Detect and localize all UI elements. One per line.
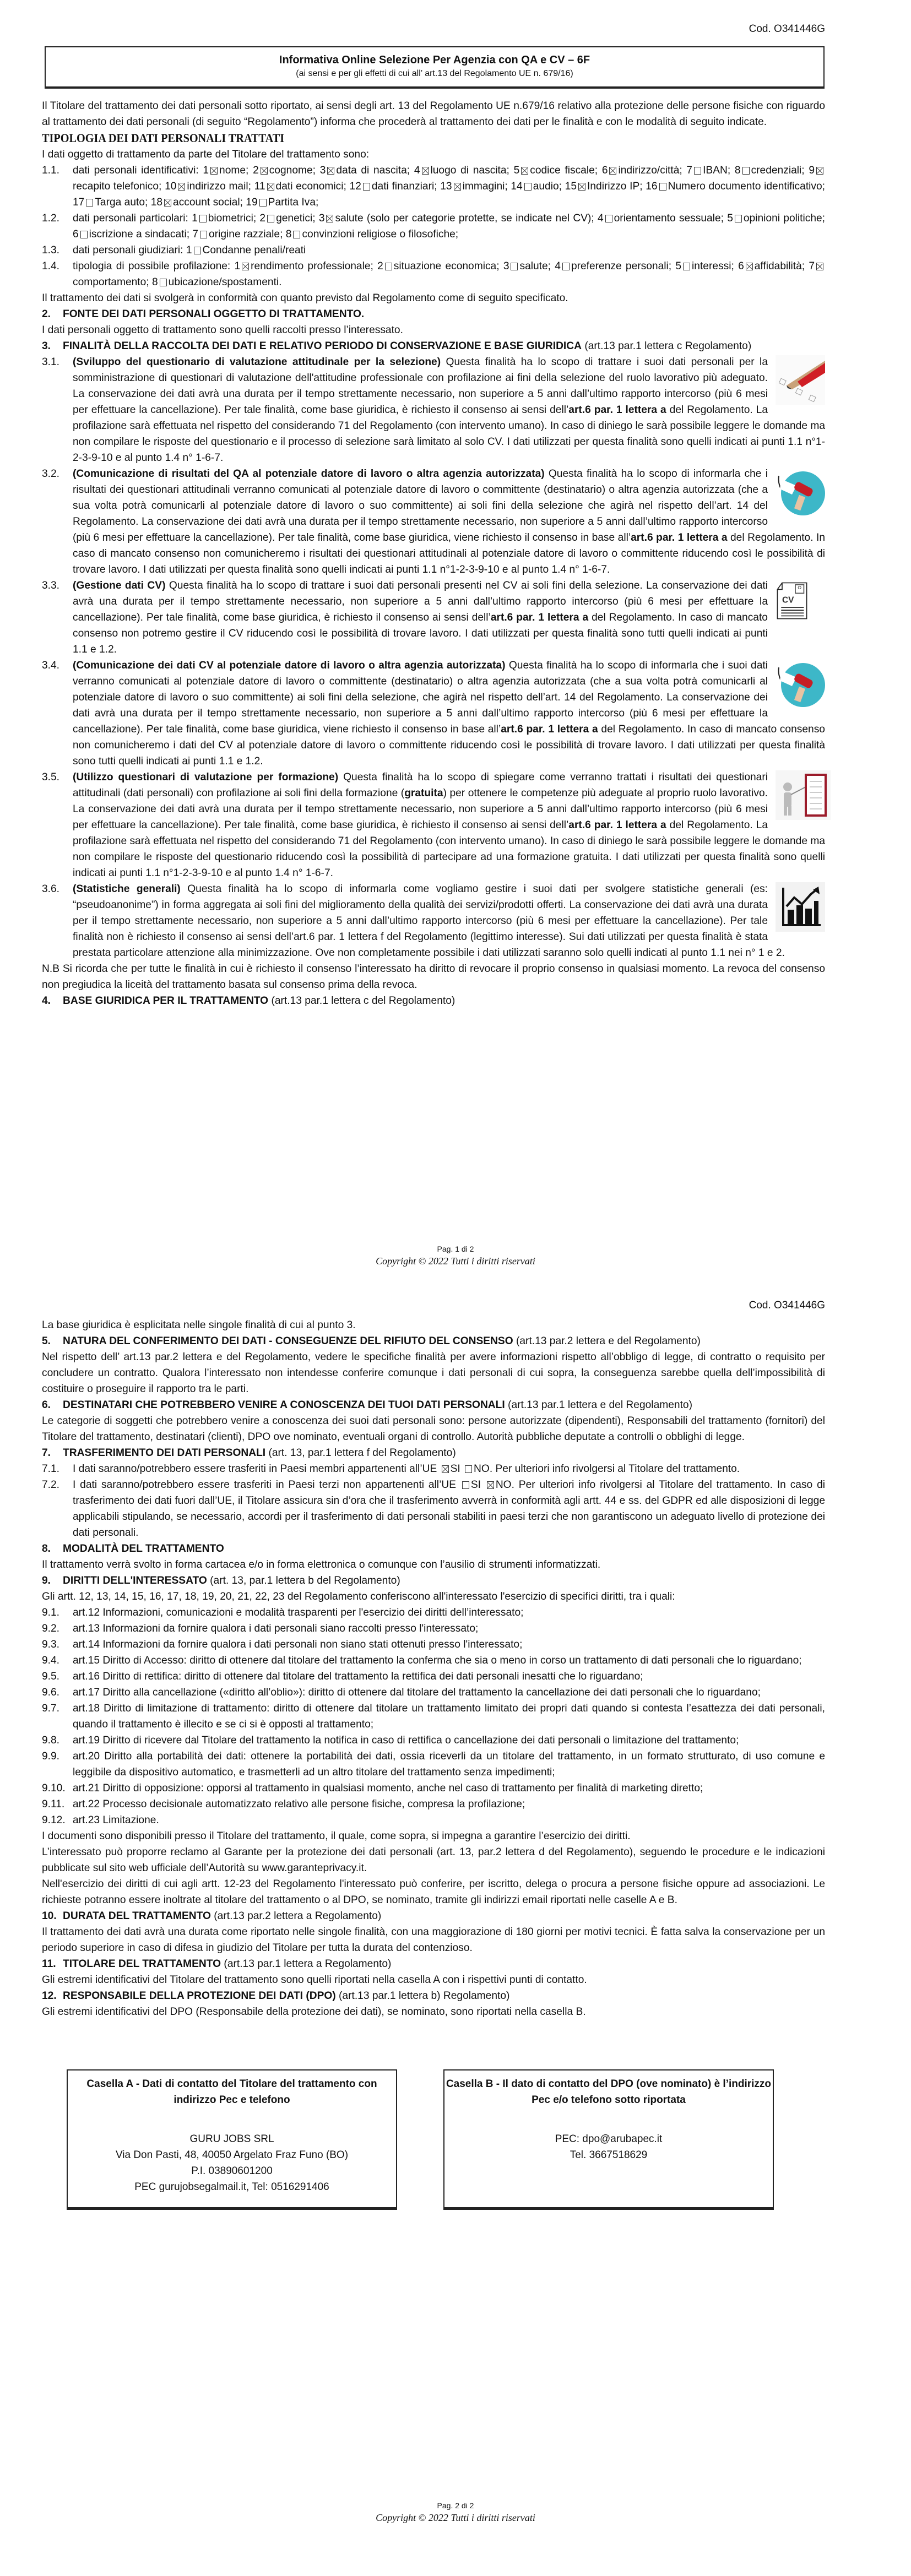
no-label: NO (474, 1463, 490, 1475)
item-number: 9.4. (42, 1655, 60, 1666)
checkbox-unchecked[interactable] (605, 215, 612, 222)
option-label: rendimento professionale; (251, 260, 378, 272)
option-label: origine razziale; (209, 229, 286, 240)
checkbox-unchecked[interactable] (694, 167, 701, 175)
right-text: art.15 Diritto di Accesso: diritto di ottenere dal titolare del trattamento la conferma che sia o meno in corso un trattamento di dati personali che lo riguardano; (73, 1655, 802, 1666)
si-label: SI (470, 1479, 485, 1491)
right-item (42, 1796, 825, 1812)
si-label: SI (450, 1463, 464, 1475)
option-label: cognome; (269, 165, 320, 176)
checkbox-checked[interactable] (816, 263, 823, 270)
casella-b (443, 2069, 774, 2208)
right-text: art.17 Diritto alla cancellazione («diritto all’oblio»): diritto di ottenere dal titolare del trattamento la cancellazione dei dati personali che lo riguardano; (73, 1687, 761, 1698)
tipologia-intro: I dati oggetto di trattamento da parte del Titolare del trattamento sono: (42, 149, 370, 160)
item-number: 7.2. (42, 1479, 60, 1491)
purpose-body: Questa finalità ha lo scopo di informarla che i risultati dei questionari attitudinali verranno comunicati al potenziale datore di lavoro o committente (destinatario) o altra agenzia autorizzata (che a sua volta potrà comunicarli al potenziale datore di lavoro o suo committente) ai soli fini della selezione che agirà nel rispetto dell’art. 14 del Regolamento. La conservazione dei dati avrà una durata per il tempo strettamente necessario, non superiore a 5 anni dall’ultimo rapporto intercorso (più 6 mesi per effettuare la cancellazione). Per tale finalità, come base giuridica, viene richiesto il consenso in base all’ (73, 468, 768, 544)
purpose-title: (Comunicazione dei dati CV al potenziale datore di lavoro o altra agenzia autorizzata) (73, 660, 506, 671)
right-text: art.16 Diritto di rettifica: diritto di ottenere dal titolare del trattamento la rettifica dei dati personali inesatti che lo riguardano; (73, 1671, 643, 1682)
checkbox-checked[interactable] (210, 167, 218, 175)
checkbox-unchecked[interactable] (363, 183, 370, 191)
purpose-text (73, 354, 825, 466)
item-number: 1.4. (42, 260, 60, 272)
section-4-text: La base giuridica è esplicitata nelle singole finalità di cui al punto 3. (42, 1319, 356, 1331)
item-number: 9.11. (42, 1798, 65, 1810)
item-number: 3.3. (42, 580, 60, 591)
purpose-item (42, 881, 825, 961)
section-9-heading: 9. DIRITTI DELL'INTERESSATO (art. 13, par.1 lettera b del Regolamento) (42, 1575, 400, 1586)
page-number: Pag. 1 di 2 (437, 1244, 474, 1253)
right-text: art.22 Processo decisionale automatizzato relativo alle persone fisiche, compresa la profilazione; (73, 1798, 525, 1810)
purpose-body: del Regolamento. La profilazione sarà effettuata nel rispetto del considerando 71 del Regolamento (con intervento umano). In caso di diniego le sarà possibile leggere le domande ma non compilare le risposte del questionario riducendo così la possibilità di partecipare ad una formazione gratuita. I dati utilizzati per questa finalità sono quelli indicati ai punti 1.1 n°1-2-3-9-10 e al punto 1.4 n° 1-6-7. (73, 819, 826, 879)
purpose-body: del Regolamento. La profilazione sarà effettuata nel rispetto del considerando 71 del Regolamento (con intervento umano). In caso di diniego le sarà possibile leggere le domande ma non compilare le risposte del questionario e il processo di selezione sarà limitato al solo CV. I dati utilizzati per questa finalità sono quelli indicati ai punti 1.1 n°1-2-3-9-10 e al punto 1.4 n° 1-6-7. (73, 404, 826, 464)
item-number: 9.10. (42, 1782, 66, 1794)
item-number: 9.5. (42, 1671, 60, 1682)
item-number: 7.1. (42, 1463, 60, 1475)
purposes-list (42, 354, 825, 961)
purpose-body: Questa finalità ha lo scopo di trattare i suoi dati personali per la somministrazione di questionari di valutazione dell'attitudine professionale con profilazione ai fini della selezione del ruolo lavorativo più adeguato. La conservazione dei dati avrà una durata per il tempo strettamente necessario, non superiore a 5 anni dall’ultimo rapporto intercorso (più 6 mesi per effettuare la cancellazione). Per tale finalità, come base giuridica, è richiesto il consenso ai sensi dell’ (73, 356, 768, 416)
document-code: Cod. O341446G (749, 23, 825, 35)
right-item (42, 1669, 825, 1684)
purpose-item (42, 354, 825, 466)
option-label: salute; (519, 260, 555, 272)
purpose-body: del Regolamento. In caso di mancato consenso non comunicheremo i risultati dei questionari attitudinali al potenziale datore di lavoro o committente riducendo così le possibilità di trovare lavoro. I dati utilizzati per questa finalità sono quelli indicati ai punti 1.1 n°1-2-3-9-10 e al punto 1.4 n° 1-6-7. (73, 532, 825, 575)
casella-a-line: P.I. 03890601200 (191, 2165, 273, 2177)
casella-b-title: Casella B - Il dato di contatto del DPO (ove nominato) è l’indirizzo Pec e/o telefono sotto riportata (446, 2078, 772, 2106)
right-text: art.13 Informazioni da fornire qualora i dati personali siano raccolti presso l'interessato; (73, 1623, 479, 1634)
checkbox-unchecked[interactable] (293, 231, 300, 238)
checkbox-unchecked[interactable] (267, 215, 274, 222)
page-1-footer (0, 1244, 911, 1267)
checkbox-checked[interactable] (422, 167, 429, 175)
section-12-text: Gli estremi identificativi del DPO (Responsabile della protezione dei dati), se nominato, sono riportati nella casella B. (42, 2006, 586, 2018)
checkbox-unchecked[interactable] (524, 183, 532, 191)
section-8-text: Il trattamento verrà svolto in forma cartacea e/o in forma elettronica o comunque con l’ausilio di strumenti informatizzati. (42, 1559, 601, 1570)
item-number: 9.6. (42, 1687, 60, 1698)
option-label: nome; (219, 165, 253, 176)
page-2-footer (0, 2501, 911, 2524)
checkbox-unchecked[interactable] (683, 263, 690, 270)
checkbox-unchecked[interactable] (659, 183, 666, 191)
option-label: data di nascita; (336, 165, 414, 176)
data-categories-list (42, 162, 825, 290)
no-label: NO (495, 1479, 512, 1491)
checkbox-checked[interactable] (521, 167, 528, 175)
checkbox-checked[interactable] (326, 215, 333, 222)
option-label: convinzioni religiose o filosofiche; (302, 229, 459, 240)
category-label: dati personali particolari: (73, 213, 192, 224)
transfers-list (42, 1461, 825, 1541)
casella-b-line: Tel. 3667518629 (570, 2149, 648, 2161)
legal-basis: art.6 par. 1 lettera a (501, 724, 598, 735)
legal-basis: art.6 par. 1 lettera a (490, 612, 589, 623)
section-2-text: I dati personali oggetto di trattamento sono quelli raccolti presso l’interessato. (42, 324, 403, 336)
item-number: 9.7. (42, 1703, 60, 1714)
section-11-text: Gli estremi identificativi del Titolare del trattamento sono quelli riportati nella casella A con i rispettivi punti di contatto. (42, 1974, 587, 1986)
right-text: art.14 Informazioni da fornire qualora i dati personali non siano stati ottenuti presso l'interessato; (73, 1639, 523, 1650)
item-number: 9.1. (42, 1607, 60, 1618)
svg-text:CV: CV (782, 595, 794, 605)
option-label: biometrici; (208, 213, 260, 224)
option-label: account social; (173, 197, 246, 208)
purpose-text (73, 881, 825, 961)
casella-a-line: PEC gurujobsegalmail.it, Tel: 0516291406 (134, 2181, 329, 2193)
conformita-text: Il trattamento dei dati si svolgerà in conformità con quanto previsto dal Regolamento come di seguito specificato. (42, 292, 568, 304)
purpose-emphasis: gratuita (404, 787, 443, 799)
option-label: IBAN; (703, 165, 735, 176)
checkbox-checked[interactable] (178, 183, 185, 191)
right-item (42, 1605, 825, 1621)
checkbox-checked[interactable] (267, 183, 274, 191)
checkbox-unchecked[interactable] (465, 1465, 472, 1473)
checkbox-checked[interactable] (327, 167, 334, 175)
category-label: tipologia di possibile profilazione: (73, 260, 235, 272)
checkbox-checked[interactable] (242, 263, 249, 270)
section-3-heading: 3. FINALITÀ DELLA RACCOLTA DEI DATI E RELATIVO PERIODO DI CONSERVAZIONE E BASE GIURIDICA (art.13 par.1 lettera c Regolamento) (42, 340, 752, 352)
transfer-item (42, 1477, 825, 1541)
data-category-item (42, 242, 825, 258)
section-4-heading: 4. BASE GIURIDICA PER IL TRATTAMENTO (art.13 par.1 lettera c del Regolamento) (42, 995, 456, 1007)
checkbox-unchecked[interactable] (562, 263, 570, 270)
section-7-heading: 7. TRASFERIMENTO DEI DATI PERSONALI (art. 13, par.1 lettera f del Regolamento) (42, 1447, 456, 1459)
purpose-body: ) per ottenere le competenze più adeguate al proprio ruolo lavorativo. La conservazione dei dati avrà una durata per il tempo strettamente necessario, non superiore a 5 anni dall’ultimo rapporto intercorso (più 6 mesi per effettuare la cancellazione). Per tale finalità, come base giuridica, è richiesto il consenso ai sensi dell’ (73, 787, 768, 831)
right-text: art.21 Diritto di opposizione: opporsi al trattamento in qualsiasi momento, anche nel caso di trattamento per finalità di marketing diretto; (73, 1782, 703, 1794)
purpose-title: (Gestione dati CV) (73, 580, 166, 591)
right-item (42, 1653, 825, 1669)
item-number: 3.4. (42, 660, 60, 671)
checkbox-checked[interactable] (578, 183, 585, 191)
purpose-title: (Sviluppo del questionario di valutazione attitudinale per la selezione) (73, 356, 441, 368)
option-label: Condanne penali/reati (202, 244, 306, 256)
legal-basis: art.6 par. 1 lettera a (568, 819, 666, 831)
section-2-heading: 2. FONTE DEI DATI PERSONALI OGGETTO DI TRATTAMENTO. (42, 308, 365, 320)
data-category-text: dati personali particolari: 1 biometrici; 2 genetici; 3 salute (solo per categorie protette, se indicate nel CV); 4 orientamento sessuale; 5 opinioni politiche; 6 iscrizione a sindacati; 7 origine razziale; 8 convinzioni religiose o filosofiche; (73, 213, 825, 240)
casella-a-line: GURU JOBS SRL (189, 2133, 274, 2145)
nb-note: N.B Si ricorda che per tutte le finalità in cui è richiesto il consenso l’interessato ha diritto di revocare il proprio consenso in qualsiasi momento. La revoca del consenso non pregiudica la liceità del trattamento basata sul consenso prima della revoca. (42, 963, 825, 991)
option-label: comportamento; (73, 276, 152, 288)
checkbox-checked[interactable] (609, 167, 616, 175)
option-label: preferenze personali; (571, 260, 676, 272)
option-label: salute (solo per categorie protette, se indicate nel CV); (335, 213, 598, 224)
checkbox-unchecked[interactable] (86, 199, 93, 206)
legal-basis: art.6 par. 1 lettera a (568, 404, 666, 416)
purpose-item (42, 769, 825, 881)
right-item (42, 1700, 825, 1732)
option-label: indirizzo mail; (187, 181, 254, 192)
item-number: 9.2. (42, 1623, 60, 1634)
page-number: Pag. 2 di 2 (437, 2501, 474, 2510)
right-item (42, 1621, 825, 1637)
data-category-item (42, 162, 825, 210)
option-label: Indirizzo IP; (587, 181, 646, 192)
document-code: Cod. O341446G (749, 1300, 825, 1311)
option-label: orientamento sessuale; (614, 213, 728, 224)
section-10-heading: 10. DURATA DEL TRATTAMENTO (art.13 par.2 lettera a Regolamento) (42, 1910, 382, 1922)
item-number: 3.5. (42, 771, 60, 783)
checkbox-unchecked[interactable] (200, 231, 207, 238)
option-label: opinioni politiche; (743, 213, 825, 224)
purpose-text (73, 769, 825, 881)
option-label: indirizzo/città; (618, 165, 687, 176)
checkbox-unchecked[interactable] (80, 231, 88, 238)
option-label: dati finanziari; (371, 181, 441, 192)
item-number: 1.2. (42, 213, 60, 224)
checkbox-checked[interactable] (816, 167, 823, 175)
option-label: situazione economica; (393, 260, 503, 272)
megaphone-icon (776, 659, 825, 708)
item-number: 9.3. (42, 1639, 60, 1650)
option-label: codice fiscale; (530, 165, 602, 176)
transfer-text: I dati saranno/potrebbero essere trasferiti in Paesi terzi non appartenenti all’UE SI NO. Per ulteriori info rivolgersi al Titolare del trattamento. In caso di trasferimento dei dati fuori dall’UE, il Titolare assicura sin d’ora che il trasferimento avverrà in conformità agli artt. 44 e ss. del GDPR ed alle disposizioni di legge applicabili stipulando, se necessario, accordi per il trasferimento di dati personali stabiliti in paesi terzi che non garantiscono un adeguato livello di protezione dei dati personali. (73, 1479, 825, 1539)
option-label: luogo di nascita; (430, 165, 514, 176)
title-box (45, 46, 825, 88)
data-category-text: tipologia di possibile profilazione: 1 rendimento professionale; 2 situazione economica; 3 salute; 4 preferenze personali; 5 interessi; 6 affidabilità; 7comportamento; 8 ubicazione/spostamenti. (73, 258, 825, 290)
checkbox-unchecked[interactable] (199, 215, 207, 222)
rights-note: L’interessato può proporre reclamo al Garante per la protezione dei dati personali (art. 13, par.2 lettera d del Regolamento), seguendo le procedure e le indicazioni pubblicate sul sito web ufficiale dell’Autorità su www.garanteprivacy.it. (42, 1846, 825, 1874)
purpose-body: Questa finalità ha lo scopo di spiegare come verranno trattati i risultati dei questionari attitudinali (dati personali) con profilazione ai soli fini della formazione ( (73, 771, 768, 799)
casella-b-body (444, 2131, 773, 2163)
right-item (42, 1684, 825, 1700)
option-label: genetici; (276, 213, 319, 224)
transfer-item (42, 1461, 825, 1477)
purpose-body: del Regolamento. In caso di mancato consenso non potremo gestire il CV riducendo così le possibilità di trovare lavoro. I dati utilizzati per questa finalità sono tutti quelli indicati ai punti 1.1 e 1.2. (73, 612, 768, 655)
checkbox-unchecked[interactable] (511, 263, 518, 270)
purpose-body: del Regolamento. In caso di mancato consenso non comunicheremo i dati del CV al potenziale datore di lavoro o committente riducendo così le possibilità di trovare lavoro. I dati utilizzati per questa finalità sono tutti quelli indicati ai punti 1.1 e 1.2. (73, 724, 825, 767)
option-label: recapito telefonico; (73, 181, 165, 192)
option-label: interessi; (692, 260, 739, 272)
checkbox-checked[interactable] (261, 167, 268, 175)
data-category-text: dati personali giudiziari: 1 Condanne penali/reati (73, 244, 306, 256)
purpose-body: Questa finalità ha lo scopo di informarla che i suoi dati verranno comunicati al potenziale datore di lavoro o committente (destinatario) o altra agenzia autorizzata (che a sua volta potrà comunicarli al potenziale datore di lavoro o suo committente) ai soli fini della selezione, che agirà nel rispetto dell’art. 14 del Regolamento. La conservazione dei dati avrà una durata per il tempo strettamente necessario, non superiore a 5 anni dall’ultimo rapporto intercorso (più 6 mesi per effettuare la cancellazione). Per tale finalità, come base giuridica, viene richiesto il consenso in base all’ (73, 660, 768, 735)
purpose-body: Questa finalità ha lo scopo di trattare i suoi dati personali presenti nel CV ai soli fini della selezione. La conservazione dei dati avrà una durata per il tempo strettamente necessario, non superiore a 5 anni dall’ultimo rapporto intercorso (più 6 mesi per effettuare la cancellazione). Per tale finalità, come base giuridica, è richiesto il consenso ai sensi dell’ (73, 580, 768, 623)
document-subtitle: (ai sensi e per gli effetti di cui all’ art.13 del Regolamento UE n. 679/16) (296, 69, 573, 78)
purpose-title: (Comunicazione di risultati del QA al potenziale datore di lavoro o altra agenzia autorizzata) (73, 468, 545, 480)
option-label: audio; (533, 181, 565, 192)
checkbox-unchecked[interactable] (194, 247, 201, 254)
right-text: art.12 Informazioni, comunicazioni e modalità trasparenti per l'esercizio dei diritti dell’interessato; (73, 1607, 524, 1618)
data-category-item (42, 258, 825, 290)
casella-a-body (68, 2131, 396, 2195)
contact-boxes (67, 2069, 825, 2208)
checkbox-unchecked[interactable] (742, 167, 750, 175)
item-number: 3.6. (42, 883, 60, 895)
section-6-text: Le categorie di soggetti che potrebbero venire a conoscenza dei suoi dati personali sono: persone autorizzate (dipendenti), Responsabili del trattamento (fornitori) del Titolare del trattamento, destinatari (clienti), DPO ove nominato, eventuali organi di controllo. Autorità pubbliche deputate a controlli o obblighi di legge. (42, 1415, 825, 1443)
casella-a-title: Casella A - Dati di contatto del Titolare del trattamento con indirizzo Pec e telefono (86, 2078, 377, 2106)
cv-document-icon (776, 579, 825, 628)
megaphone-icon (776, 467, 825, 517)
right-item (42, 1780, 825, 1796)
right-text: art.20 Diritto alla portabilità dei dati: ottenere la portabilità dei dati, ossia riceverli da un titolare del trattamento, in un formato strutturato, di uso comune e leggibile da dispositivo automatico, e trasmetterli ad un altro titolare del trattamento senza impedimenti; (73, 1751, 825, 1778)
item-number: 9.12. (42, 1814, 66, 1826)
purpose-item (42, 578, 825, 657)
section-8-heading: 8. MODALITÀ DEL TRATTAMENTO (42, 1543, 224, 1555)
legal-basis: art.6 par. 1 lettera a (631, 532, 728, 544)
casella-b-line: PEC: dpo@arubapec.it (555, 2133, 663, 2145)
rights-note: Nell'esercizio dei diritti di cui agli artt. 12-23 del Regolamento l'interessato può conferire, per iscritto, delega o procura a persone fisiche oppure ad associazioni. Le richieste potranno essere inoltrate al titolare del trattamento o al DPO, se nominato, tramite gli indirizzi email riportati nelle caselle A e B. (42, 1878, 825, 1906)
presenter-board-icon (776, 770, 825, 820)
category-label: dati personali giudiziari: (73, 244, 186, 256)
option-label: ubicazione/spostamenti. (168, 276, 282, 288)
purpose-text (73, 578, 825, 657)
right-text: art.23 Limitazione. (73, 1814, 159, 1826)
purpose-title: (Statistiche generali) (73, 883, 181, 895)
checkbox-unchecked[interactable] (462, 1481, 469, 1489)
section-11-heading: 11. TITOLARE DEL TRATTAMENTO (art.13 par.1 lettera a Regolamento) (42, 1958, 392, 1970)
section-9-intro: Gli artt. 12, 13, 14, 15, 16, 17, 18, 19, 20, 21, 22, 23 del Regolamento conferiscono all'interessato l'esercizio di specifici diritti, tra i quali: (42, 1591, 675, 1602)
section-10-text: Il trattamento dei dati avrà una durata come riportato nelle singole finalità, con una maggiorazione di 180 giorni per motivi tecnici. È fatta salva la conservazione per un periodo superiore in caso di difesa in giudizio del Titolare per tutta la durata del contenzioso. (42, 1926, 825, 1954)
option-label: iscrizione a sindacati; (89, 229, 193, 240)
option-label: Numero documento identificativo; (668, 181, 826, 192)
checkbox-checked[interactable] (487, 1481, 494, 1489)
option-label: credenziali; (751, 165, 809, 176)
item-number: 1.1. (42, 165, 60, 176)
purpose-item (42, 466, 825, 578)
checkbox-checked[interactable] (746, 263, 753, 270)
rights-notes (42, 1828, 825, 1908)
intro-paragraph: Il Titolare del trattamento dei dati personali sotto riportato, ai sensi degli art. 13 del Regolamento UE n.679/16 relativo alla protezione delle persone fisiche con riguardo al trattamento dei dati personali (di seguito “Regolamento”) informa che procederà al trattamento dei dati per le finalità e con le modalità di seguito indicate. (42, 100, 825, 128)
checkbox-checked[interactable] (164, 199, 171, 206)
casella-a (67, 2069, 397, 2208)
tipologia-heading: TIPOLOGIA DEI DATI PERSONALI TRATTATI (42, 131, 285, 145)
item-number: 3.2. (42, 468, 60, 480)
section-5-heading: 5. NATURA DEL CONFERIMENTO DEI DATI - CONSEGUENZE DEL RIFIUTO DEL CONSENSO (art.13 par.2 lettera e del Regolamento) (42, 1335, 701, 1347)
option-label: immagini; (462, 181, 511, 192)
item-number: 9.8. (42, 1735, 60, 1746)
option-label: affidabilità; (754, 260, 809, 272)
right-item (42, 1637, 825, 1653)
rights-list (42, 1605, 825, 1828)
option-label: Targa auto; (95, 197, 151, 208)
right-item (42, 1732, 825, 1748)
checkbox-checked[interactable] (442, 1465, 449, 1473)
option-label: Partita Iva; (268, 197, 319, 208)
copyright: Copyright © 2022 Tutti i diritti riservati (376, 2512, 535, 2523)
rights-note: I documenti sono disponibili presso il Titolare del trattamento, il quale, come sopra, si impegna a garantire l’esercizio dei diritti. (42, 1830, 631, 1842)
section-5-text: Nel rispetto dell’ art.13 par.2 lettera e del Regolamento, vedere le specifiche finalità per avere informazioni rispetto all’obbligo di legge, di contratto o requisito per concludere un contratto. Qualora l’interessato non intendesse conferire comunque i dati personali di cui sopra, la conseguenza sarebbe quella dell’impossibilità di costituire o proseguire il rapporto tra le parti. (42, 1351, 825, 1395)
purpose-title: (Utilizzo questionari di valutazione per formazione) (73, 771, 339, 783)
item-number: 1.3. (42, 244, 60, 256)
pencil-checklist-icon (776, 355, 825, 405)
casella-a-line: Via Don Pasti, 48, 40050 Argelato Fraz Funo (BO) (115, 2149, 349, 2161)
checkbox-unchecked[interactable] (160, 279, 167, 286)
checkbox-unchecked[interactable] (735, 215, 742, 222)
item-number: 3.1. (42, 356, 60, 368)
data-category-item (42, 210, 825, 242)
item-number: 9.9. (42, 1751, 60, 1762)
purpose-text (73, 466, 825, 578)
right-item (42, 1748, 825, 1780)
growth-chart-icon (776, 882, 825, 932)
checkbox-checked[interactable] (454, 183, 461, 191)
transfer-text: I dati saranno/potrebbero essere trasferiti in Paesi membri appartenenti all’UE SI NO. Per ulteriori info rivolgersi al Titolare del trattamento. (73, 1463, 740, 1475)
purpose-body: Questa finalità ha lo scopo di informarla come vogliamo gestire i suoi dati per svolgere statistiche generali (es: “pseudoanonime”) in forma aggregata ai soli fini del miglioramento della qualità dei servizi/prodotti offerti. La conservazione dei dati avrà una durata per il tempo strettamente necessario, non superiore a 5 anni dall’ultimo rapporto intercorso (più 6 mesi per effettuare la cancellazione). Per tale finalità non è richiesto il consenso ai sensi dell’art.6 par. 1 lettera f del Regolamento (legittimo interesse). Sui dati utilizzati per questa finalità è stata prestata particolare attenzione alla minimizzazione. Ove non completamente possibile i dati utilizzati saranno solo quelli indicati al punto 1.1 nei n° 1 e 2. (73, 883, 785, 959)
checkbox-unchecked[interactable] (259, 199, 267, 206)
data-category-text: dati personali identificativi: 1 nome; 2 cognome; 3 data di nascita; 4 luogo di nascita; 5 codice fiscale; 6 indirizzo/città; 7 IBAN; 8 credenziali; 9recapito telefonico; 10 indirizzo mail; 11 dati economici; 12 dati finanziari; 13 immagini; 14 audio; 15 Indirizzo IP; 16 Numero documento identificativo; 17 Targa auto; 18 account social; 19 Partita Iva; (73, 165, 826, 208)
right-item (42, 1812, 825, 1828)
copyright: Copyright © 2022 Tutti i diritti riservati (376, 1256, 535, 1267)
document-title: Informativa Online Selezione Per Agenzia con QA e CV – 6F (279, 54, 590, 66)
option-label: dati economici; (275, 181, 350, 192)
section-6-heading: 6. DESTINATARI CHE POTREBBERO VENIRE A CONOSCENZA DEI TUOI DATI PERSONALI (art.13 par.1 lettera e del Regolamento) (42, 1399, 692, 1411)
right-text: art.18 Diritto di limitazione di trattamento: diritto di ottenere dal titolare un trattamento limitato dei propri dati quando si contesta l’esattezza dei dati personali, quando il trattamento è illecito e se ci si è opposti al trattamento; (73, 1703, 825, 1730)
checkbox-unchecked[interactable] (385, 263, 392, 270)
purpose-text (73, 657, 825, 769)
page-2 (0, 1300, 911, 2576)
section-12-heading: 12. RESPONSABILE DELLA PROTEZIONE DEI DATI (DPO) (art.13 par.1 lettera b) Regolamento) (42, 1990, 510, 2002)
category-label: dati personali identificativi: (73, 165, 203, 176)
purpose-item (42, 657, 825, 769)
right-text: art.19 Diritto di ricevere dal Titolare del trattamento la notifica in caso di rettifica o cancellazione dei dati personali o limitazione del trattamento; (73, 1735, 739, 1746)
